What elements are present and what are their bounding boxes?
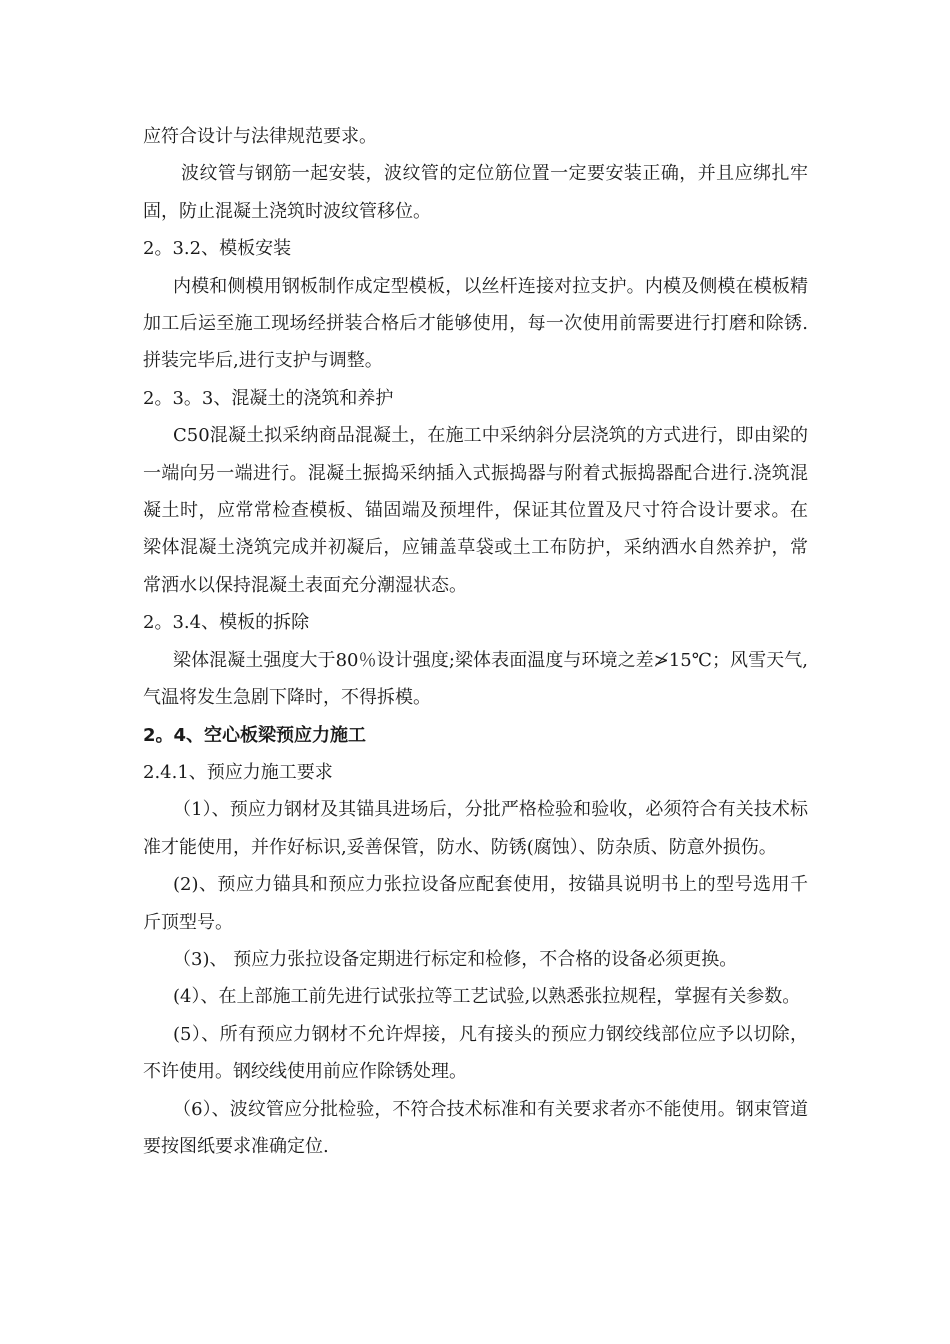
chapter-heading: 2。4、空心板梁预应力施工 [143, 724, 367, 746]
section-heading: 2。3.2、模板安装 [143, 238, 292, 260]
list-item: (5）、所有预应力钢材不允许焊接，凡有接头的预应力钢绞线部位应予以切除，不许使用。钢绞线使用前应作除锈处理。 [143, 1023, 808, 1083]
list-item: （6）、波纹管应分批检验，不符合技术标准和有关要求者亦不能使用。钢束管道要按图纸要求准确定位. [143, 1098, 808, 1157]
list-item: （1）、预应力钢材及其锚具进场后，分批严格检验和验收，必须符合有关技术标准才能使用，并作好标识,妥善保管，防水、防锈(腐蚀）、防杂质、防意外损伤。 [143, 799, 808, 858]
paragraph: 梁体混凝土强度大于80％设计强度;梁体表面温度与环境之差≯15℃；风雪天气,气温将发生急剧下降时，不得拆模。 [143, 649, 808, 709]
paragraph: C50混凝土拟采纳商品混凝土，在施工中采纳斜分层浇筑的方式进行，即由梁的一端向另一端进行。混凝土振捣采纳插入式振捣器与附着式振捣器配合进行.浇筑混凝土时，应常常检查模板、锚固端及预埋件，保证其位置及尺寸符合设计要求。在梁体混凝土浇筑完成并初凝后，应铺盖草袋或土工布防护，采纳洒水自然养护，常常洒水以保持混凝土表面充分潮湿状态。 [143, 425, 808, 596]
document-body [143, 118, 808, 1165]
section-heading: 2。3.4、模板的拆除 [143, 612, 310, 634]
paragraph: 应符合设计与法律规范要求。 [143, 126, 377, 147]
list-item: (2)、预应力锚具和预应力张拉设备应配套使用，按锚具说明书上的型号选用千斤顶型号。 [143, 874, 808, 933]
paragraph: 波纹管与钢筋一起安装，波纹管的定位筋位置一定要安装正确，并且应绑扎牢固，防止混凝土浇筑时波纹管移位。 [143, 163, 808, 222]
list-item: （3)、 预应力张拉设备定期进行标定和检修，不合格的设备必须更换。 [173, 948, 738, 970]
section-heading: 2。3。3、混凝土的浇筑和养护 [143, 387, 394, 409]
paragraph: 内模和侧模用钢板制作成定型模板，以丝杆连接对拉支护。内模及侧模在模板精加工后运至施工现场经拼装合格后才能够使用，每一次使用前需要进行打磨和除锈.拼装完毕后,进行支护与调整。 [143, 275, 808, 372]
section-heading: 2.4.1、预应力施工要求 [143, 761, 333, 783]
list-item: (4）、在上部施工前先进行试张拉等工艺试验,以熟悉张拉规程，掌握有关参数。 [173, 986, 801, 1008]
